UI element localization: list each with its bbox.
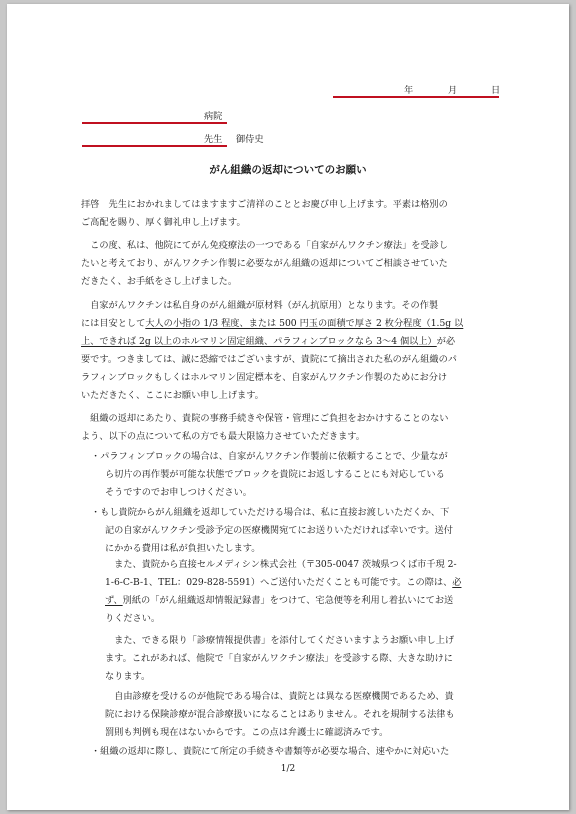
paragraph-line: 自由診療を受けるのが他院である場合は、貴院とは異なる医療機関であるため、貴	[105, 691, 454, 702]
paragraph-line: また、できる限り「診療情報提供書」を添付してくださいますようお願い申し上げ	[105, 635, 455, 646]
paragraph-line	[105, 577, 461, 588]
paragraph-line: なります。	[105, 671, 151, 682]
paragraph-line: 自家がんワクチンは私自身のがん組織が原材料（がん抗原用）となります。その作製	[81, 300, 439, 311]
paragraph-line: だきたく、お手紙をさし上げました。	[81, 276, 238, 287]
day-label: 日	[491, 85, 501, 96]
paragraph-line: 要です。つきましては、誠に恐縮ではございますが、貴院にて摘出された私のがん組織のパ	[81, 354, 457, 365]
paragraph-line: ます。これがあれば、他院で「自家がんワクチン療法」を受診する際、大きな助けに	[105, 653, 453, 664]
paragraph-line: 組織の返却にあたり、貴院の事務手続きや保管・管理にご負担をおかけすることのない	[81, 413, 449, 424]
honorific: 御侍史	[236, 134, 264, 145]
paragraph-line: りください。	[105, 613, 161, 624]
date-field-line	[333, 96, 499, 98]
underlined-text: 大人の小指の 1/3 程度、または 500 円玉の面積で厚さ 2 枚分程度（1.5g 以	[145, 318, 464, 329]
paragraph-line: たいと考えており、がんワクチン作製に必要ながん組織の返却についてご相談させていた	[81, 258, 448, 269]
month-label: 月	[448, 85, 458, 96]
paragraph-line: ラフィンブロックもしくはホルマリン固定標本を、自家がんワクチン作製のためにお分け	[81, 372, 448, 383]
bullet-item-line: 記の自家がんワクチン受診予定の医療機関宛てにお送りいただければ幸いです。送付	[105, 525, 453, 536]
text-run: 別紙の「がん組織返却情報記録書」をつけて、宅急便等を利用し着払いにてお送	[122, 595, 454, 606]
paragraph-line	[105, 595, 453, 606]
underlined-text: ず、	[105, 595, 123, 606]
paragraph-line: 拝啓 先生におかれましてはますますご清祥のこととお慶び申し上げます。平素は格別の	[81, 199, 448, 210]
page-title: がん組織の返却についてのお願い	[209, 164, 367, 176]
doctor-suffix: 先生	[204, 134, 223, 145]
paragraph-line	[81, 336, 455, 347]
bullet-item-line: そうですのでお申しつけください。	[105, 487, 252, 498]
paragraph-line: また、貴院から直接セルメディシン株式会社（〒305-0047 茨城県つくば市千現 2-	[105, 559, 457, 570]
paragraph-line: 院における保険診療が混合診療扱いになることはありません。それを規制する法律も	[105, 709, 455, 720]
doctor-field-line	[82, 145, 227, 147]
paragraph-line: ご高配を賜り、厚く御礼申し上げます。	[81, 217, 246, 228]
year-label: 年	[404, 85, 414, 96]
text-run: には目安として	[81, 318, 146, 329]
bullet-item-line: ら切片の再作製が可能な状態でブロックを貴院にお返しすることにも対応している	[105, 469, 445, 480]
page-number: 1/2	[280, 764, 296, 774]
text-run: 1-6-C-B-1、TEL：029-828-5591）へご送付いただくことも可能です。この際は、	[105, 577, 453, 588]
underlined-text: 上、できれば 2g 以上のホルマリン固定組織、パラフィンブロックなら 3～4 個以上）	[81, 336, 437, 347]
underlined-text: 必	[452, 577, 462, 588]
bullet-item-line: ・もし貴院からがん組織を返却していただける場合は、私に直接お渡しいただくか、下	[91, 507, 450, 518]
paragraph-line: この度、私は、他院にてがん免疫療法の一つである「自家がんワクチン療法」を受診し	[81, 240, 449, 251]
hospital-field-line	[82, 122, 227, 124]
document-page	[7, 4, 569, 810]
bullet-item-line: ・組織の返却に際し、貴院にて所定の手続きや書類等が必要な場合、速やかに対応いた	[91, 746, 450, 757]
paragraph-line: 罰則も判例も現在はないからです。この点は弁護士に確認済みです。	[105, 727, 389, 738]
paragraph-line: よう、以下の点について私の方でも最大限協力させていただきます。	[81, 431, 365, 442]
paragraph-line	[81, 318, 463, 329]
hospital-suffix: 病院	[204, 111, 223, 122]
bullet-item-line: にかかる費用は私が負担いたします。	[105, 543, 261, 554]
text-run: が必	[436, 336, 456, 347]
bullet-item-line: ・パラフィンブロックの場合は、自家がんワクチン作製前に依頼することで、少量なが	[91, 451, 448, 462]
paragraph-line: いただきたく、ここにお願い申し上げます。	[81, 390, 264, 401]
